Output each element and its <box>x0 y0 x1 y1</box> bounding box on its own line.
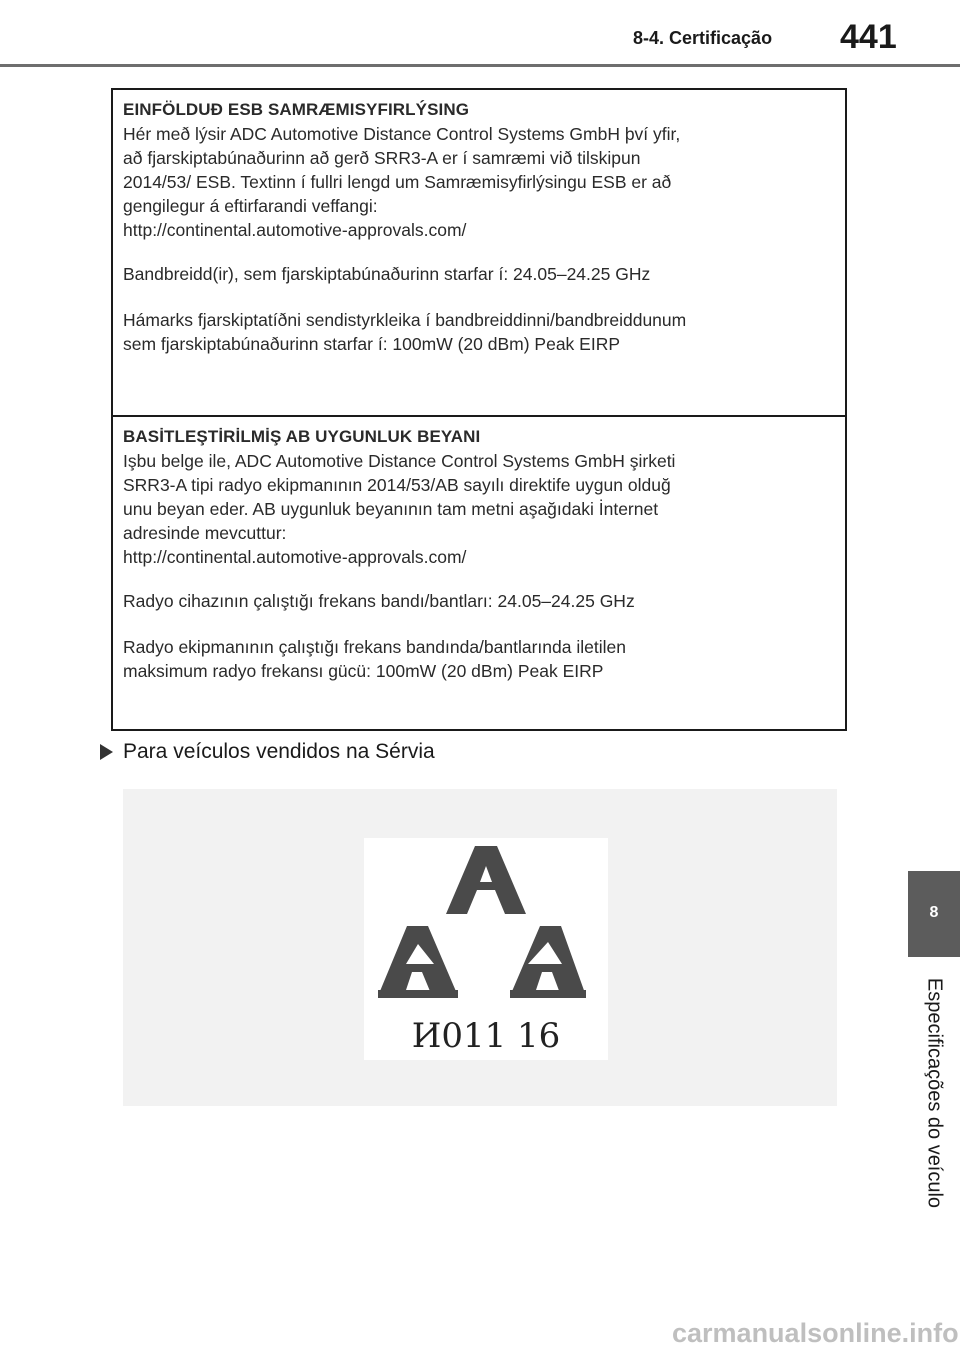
certification-code: И011 16 <box>411 1016 561 1056</box>
turkish-declaration-title: BASİTLEŞTİRİLMİŞ AB UYGUNLUK BEYANI <box>123 427 481 446</box>
frequency-band-line: Radyo cihazının çalıştığı frekans bandı/bantları: 24.05–24.25 GHz <box>123 591 635 611</box>
triangle-arrow-icon <box>100 744 113 760</box>
declaration-line: Hér með lýsir ADC Automotive Distance Control Systems GmbH því yfir, <box>123 124 681 144</box>
declaration-line: adresinde mevcuttur: <box>123 523 287 543</box>
serbia-conformity-triangle-mark-icon <box>364 838 608 1018</box>
chapter-label: Especificações do veículo <box>923 977 946 1209</box>
frequency-band-line: Bandbreidd(ir), sem fjarskiptabúnaðurinn starfar í: 24.05–24.25 GHz <box>123 264 651 284</box>
bullet-text: Para veículos vendidos na Sérvia <box>123 740 435 763</box>
power-line: Hámarks fjarskiptatíðni sendistyrkleika í bandbreiddinni/bandbreiddunum <box>123 310 687 330</box>
chapter-number: 8 <box>929 904 939 921</box>
icelandic-declaration-title: EINFÖLDUÐ ESB SAMRÆMISYFIRLÝSING <box>123 100 470 119</box>
watermark: carmanualsonline.info <box>672 1318 959 1348</box>
declaration-line: að fjarskiptabúnaðurinn að gerð SRR3-A er í samræmi við tilskipun <box>123 148 641 168</box>
declaration-line: SRR3-A tipi radyo ekipmanının 2014/53/AB sayılı direktife uygun olduğ <box>123 475 671 495</box>
header-divider <box>0 64 960 67</box>
power-line: Radyo ekipmanının çalıştığı frekans bandında/bantlarında iletilen <box>123 637 626 657</box>
serbia-bullet <box>100 740 435 764</box>
certification-mark <box>364 838 608 1060</box>
power-line: sem fjarskiptabúnaðurinn starfar í: 100mW (20 dBm) Peak EIRP <box>123 334 621 354</box>
declaration-line: 2014/53/ ESB. Textinn í fullri lengd um Samræmisyfirlýsingu ESB er að <box>123 172 672 192</box>
declaration-url: http://continental.automotive-approvals.com/ <box>123 220 467 240</box>
declaration-line: Işbu belge ile, ADC Automotive Distance Control Systems GmbH şirketi <box>123 451 676 471</box>
declaration-box <box>111 88 847 731</box>
power-line: maksimum radyo frekansı gücü: 100mW (20 dBm) Peak EIRP <box>123 661 604 681</box>
page-number: 441 <box>840 18 897 56</box>
section-title: 8-4. Certificação <box>633 28 773 48</box>
chapter-tab <box>908 871 960 957</box>
icelandic-declaration <box>113 90 845 415</box>
declaration-line: gengilegur á eftirfarandi veffangi: <box>123 196 378 216</box>
declaration-url: http://continental.automotive-approvals.com/ <box>123 547 467 567</box>
turkish-declaration <box>113 415 845 729</box>
declaration-line: unu beyan eder. AB uygunluk beyanının tam metni aşağıdaki İnternet <box>123 499 659 519</box>
